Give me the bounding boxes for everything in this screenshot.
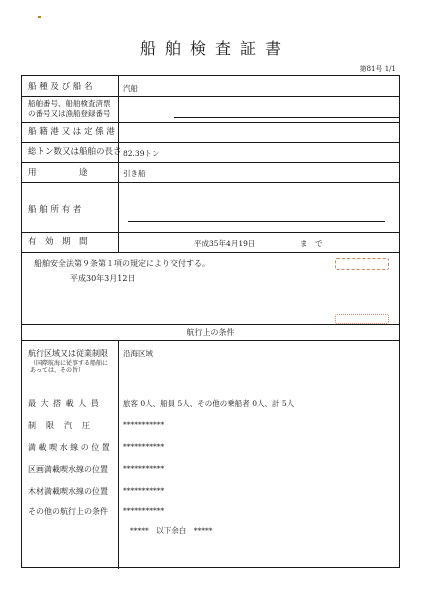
registration-underline: [174, 117, 399, 118]
grant-statement: 船舶安全法第９条第１項の規定により交付する。: [34, 259, 210, 268]
max-capacity-value: 旅客 0人、船員 5人、その他の乗船者 0人、計 5人: [123, 399, 295, 408]
registration-number-label: 船舶番号、船舶検査済票の番号又は漁船登録番号: [28, 99, 111, 118]
document-title: 船舶検査証書: [139, 39, 290, 58]
row-divider: [22, 96, 399, 97]
column-divider-upper: [118, 76, 119, 252]
navigation-conditions-heading: 航行上の条件: [186, 328, 235, 337]
home-port-label: 船 籍 港 又 は 定 係 港: [28, 127, 115, 137]
column-divider-lower: [118, 340, 119, 569]
navigation-area-note: （国際航海に従事する船舶にあっては、その旨）: [30, 360, 109, 374]
subdivision-load-line-label: 区画満載喫水線の位置: [28, 465, 108, 474]
owner-label: 船 舶 所 有 者: [28, 205, 82, 215]
load-line-value: ***********: [123, 442, 165, 451]
navigation-area-label: 航行区域又は従業制限: [28, 349, 108, 358]
section-divider: [22, 340, 399, 341]
row-divider: [22, 252, 399, 253]
tonnage-value: 82.39トン: [123, 149, 160, 158]
subdivision-load-line-value: ***********: [123, 464, 165, 473]
seal-stamp-bottom: [335, 314, 389, 324]
section-divider: [22, 324, 399, 325]
timber-load-line-label: 木材満載喫水線の位置: [28, 487, 108, 496]
navigation-area-value: 沿海区域: [123, 349, 153, 358]
max-capacity-label: 最 大 搭 載 人 員: [28, 399, 100, 408]
certificate-form: [21, 75, 400, 568]
vessel-name-value: 汽船: [123, 84, 138, 93]
row-divider: [22, 162, 399, 163]
purpose-value: 引き船: [123, 169, 146, 178]
vessel-name-label: 船 種 及 び 船 名: [28, 82, 93, 92]
other-conditions-label: その他の航行上の条件: [28, 507, 108, 516]
pressure-limit-value: ***********: [123, 420, 165, 429]
validity-date: 平成35年4月19日: [194, 239, 256, 248]
validity-until: ま で: [300, 239, 323, 248]
row-divider: [22, 182, 399, 183]
purpose-label: 用 途: [28, 168, 88, 178]
validity-label: 有 効 期 間: [28, 237, 88, 247]
end-of-document-mark: ***** 以下余白 *****: [130, 526, 213, 535]
other-conditions-value: ***********: [123, 506, 165, 515]
tonnage-label: 総トン数又は船舶の長さ: [28, 147, 122, 157]
row-divider: [22, 232, 399, 233]
grant-date: 平成30年3月12日: [70, 274, 136, 283]
row-divider: [22, 122, 399, 123]
timber-load-line-value: ***********: [123, 486, 165, 495]
seal-stamp-top: [335, 258, 389, 270]
document-number: 第81号 1/1: [359, 65, 396, 73]
ink-speck: [38, 16, 41, 18]
load-line-label: 満 載 喫 水 線 の 位 置: [28, 443, 110, 452]
row-divider: [22, 142, 399, 143]
pressure-limit-label: 制 限 汽 圧: [28, 421, 91, 430]
owner-underline: [128, 221, 385, 222]
